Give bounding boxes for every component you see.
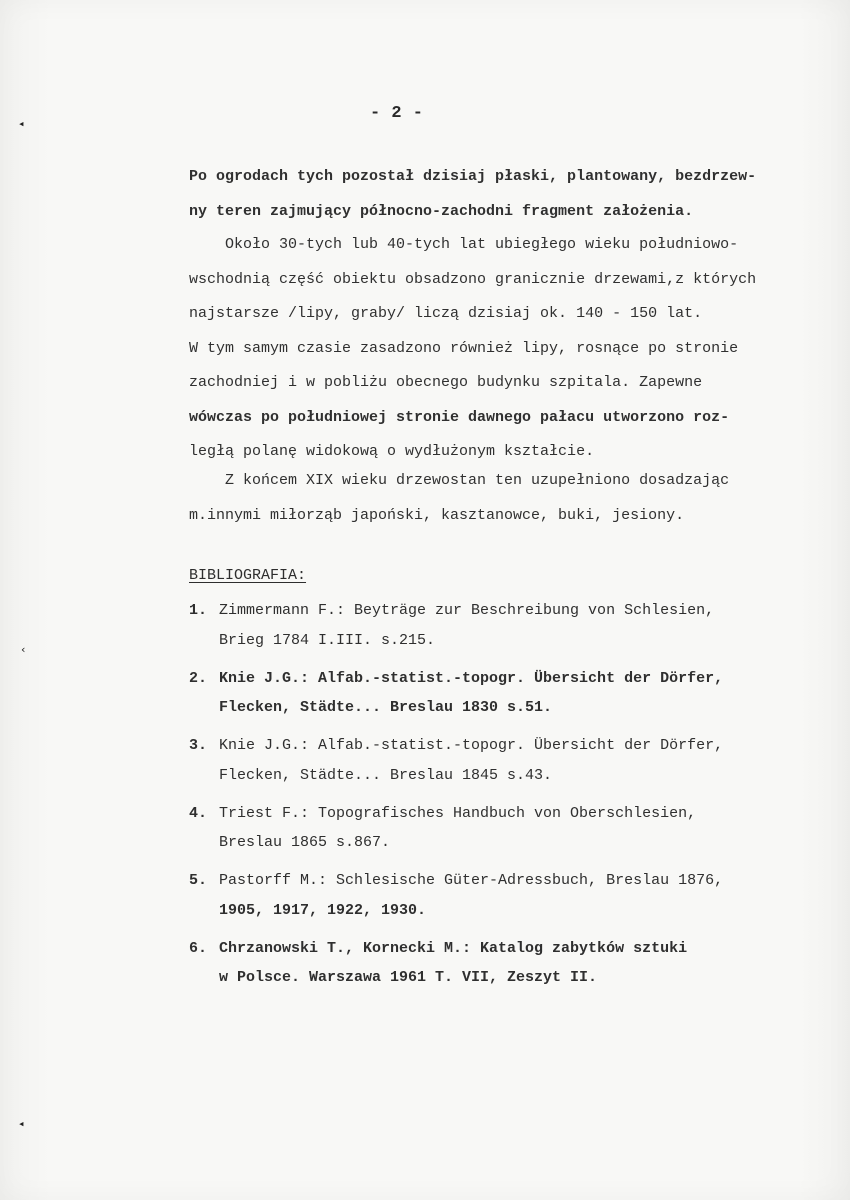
text-line: Triest F.: Topografisches Handbuch von Oberschlesien, [219, 804, 697, 822]
bibliography-item [189, 664, 819, 723]
text-line: Knie J.G.: Alfab.-statist.-topogr. Übersicht der Dörfer, [219, 737, 724, 754]
bibliography-item-number: 5. [189, 872, 208, 889]
text-line: 1905, 1917, 1922, 1930. [219, 901, 427, 919]
body-paragraph [189, 160, 819, 229]
page-number: - 2 - [370, 104, 424, 123]
text-line: m.innymi miłorząb japoński, kasztanowce, buki, jesiony. [189, 506, 685, 524]
margin-punch-mark-middle: ‹ [20, 643, 27, 656]
bibliography-item-text [219, 664, 819, 723]
text-line: wówczas po południowej stronie dawnego pałacu utworzono roz- [189, 408, 730, 426]
bibliography-item-text [219, 596, 819, 655]
text-line: Zimmermann F.: Beyträge zur Beschreibung von Schlesien, [219, 602, 715, 619]
body-paragraph [189, 228, 819, 470]
text-line: Breslau 1865 s.867. [219, 834, 391, 851]
bibliography-item-number: 6. [189, 939, 208, 957]
bibliography-item-text [219, 799, 819, 858]
bibliography-item-number: 4. [189, 804, 208, 822]
text-line: Flecken, Städte... Breslau 1845 s.43. [219, 766, 553, 784]
text-line: Chrzanowski T., Kornecki M.: Katalog zabytków sztuki [219, 939, 688, 957]
bibliography-item [189, 799, 819, 858]
bibliography-item [189, 934, 819, 993]
text-line: W tym samym czasie zasadzono również lipy, rosnące po stronie [189, 339, 739, 357]
text-line: Po ogrodach tych pozostał dzisiaj płaski, plantowany, bezdrzew- [189, 168, 757, 185]
text-line: zachodniej i w pobliżu obecnego budynku szpitala. Zapewne [189, 374, 703, 391]
text-line: Pastorff M.: Schlesische Güter-Adressbuch, Breslau 1876, [219, 872, 724, 889]
margin-punch-mark-bottom: ◂ [18, 1117, 25, 1130]
text-line: Knie J.G.: Alfab.-statist.-topogr. Übersicht der Dörfer, [219, 669, 724, 687]
bibliography-list [189, 596, 819, 1001]
bibliography-heading: BIBLIOGRAFIA: [189, 567, 307, 584]
bibliography-item [189, 866, 819, 925]
bibliography-item-text [219, 934, 819, 993]
text-line: Brieg 1784 I.III. s.215. [219, 631, 436, 649]
bibliography-item-number: 3. [189, 737, 208, 754]
bibliography-item-text [219, 731, 819, 790]
text-line: najstarsze /lipy, graby/ liczą dzisiaj ok. 140 - 150 lat. [189, 305, 703, 322]
text-line: ległą polanę widokową o wydłużonym kształcie. [189, 443, 595, 460]
bibliography-item [189, 596, 819, 655]
margin-punch-mark-top: ◂ [18, 117, 25, 130]
bibliography-item [189, 731, 819, 790]
bibliography-item-text [219, 866, 819, 925]
text-line: ny teren zajmujący północno-zachodni fragment założenia. [189, 202, 694, 220]
text-line: w Polsce. Warszawa 1961 T. VII, Zeszyt II. [219, 969, 598, 986]
text-line: Z końcem XIX wieku drzewostan ten uzupełniono dosadzając [189, 472, 730, 489]
bibliography-item-number: 2. [189, 669, 208, 687]
bibliography-item-number: 1. [189, 602, 208, 619]
body-paragraph [189, 464, 819, 533]
text-line: Flecken, Städte... Breslau 1830 s.51. [219, 699, 553, 716]
text-line: wschodnią część obiektu obsadzono granicznie drzewami,z których [189, 270, 757, 288]
text-line: Około 30-tych lub 40-tych lat ubiegłego wieku południowo- [189, 236, 739, 253]
